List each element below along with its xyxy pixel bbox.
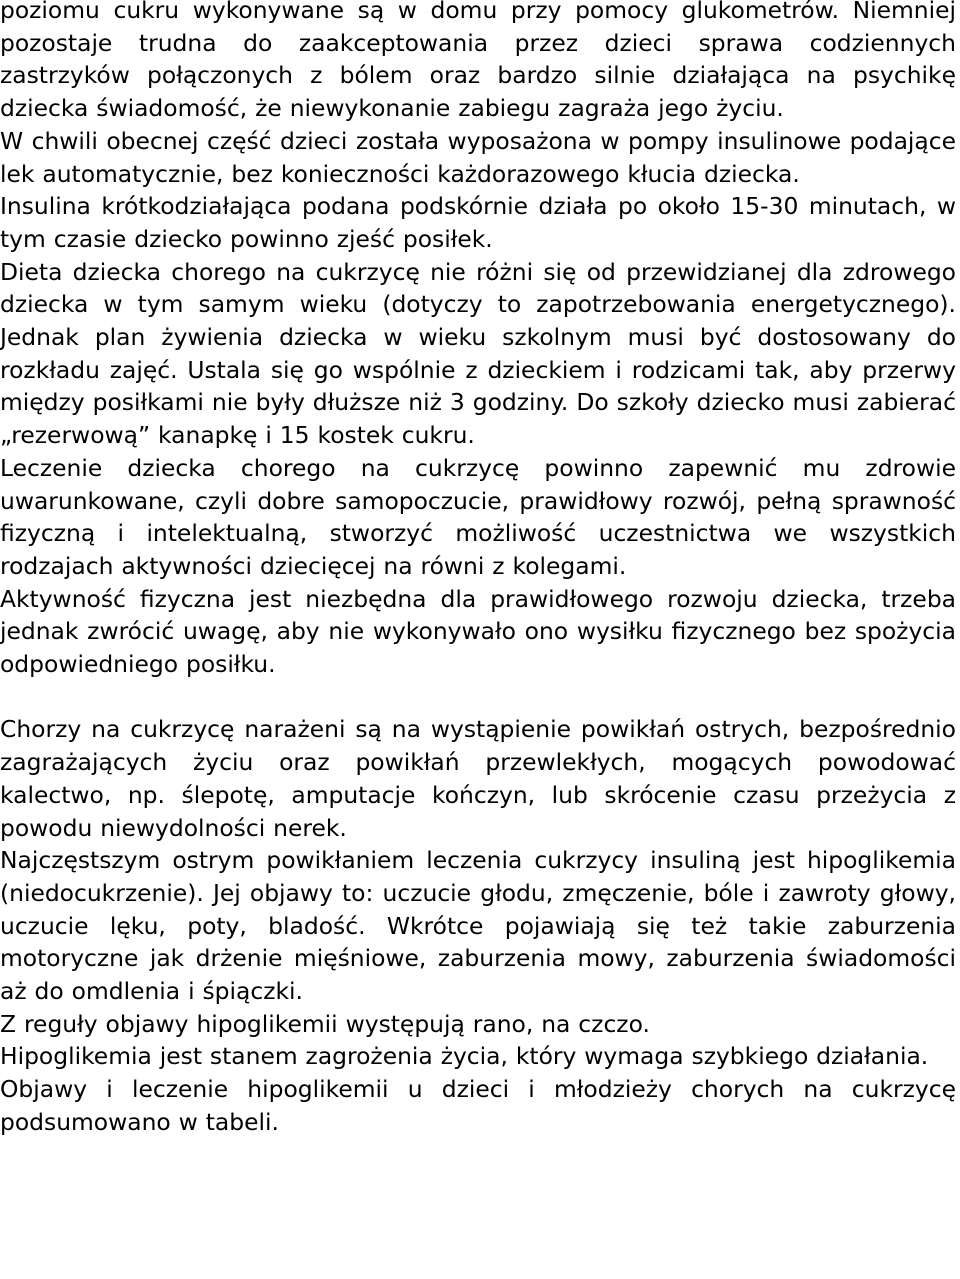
paragraph-treatment-goals: Leczenie dziecka chorego na cukrzycę powinno zapewnić mu zdrowie uwarunkowane, czyli dobre samopoczucie, prawidłowy rozwój, pełną sprawność fizyczną i intelektualną, stworzyć możliwość uczestnictwa we wszystkich rodzajach aktywności dziecięcej na równi z kolegami. (0, 453, 956, 580)
paragraph-hypoglycemia-symptoms: Najczęstszym ostrym powikłaniem leczenia cukrzycy insuliną jest hipoglikemia (niedocukrzenie). Jej objawy to: uczucie głodu, zmęczenie, bóle i zawroty głowy, uczucie lęku, poty, bladość. Wkrótce pojawiają się też takie zaburzenia motoryczne jak drżenie mięśniowe, zaburzenia mowy, zaburzenia świadomości aż do omdlenia i śpiączki. (0, 846, 956, 1006)
paragraph-glucometer: poziomu cukru wykonywane są w domu przy pomocy glukometrów. Niemniej pozostaje trudna do zaakceptowania przez dzieci sprawa codziennych zastrzyków połączonych z bólem oraz bardzo silnie działająca na psychikę dziecka świadomość, że niewykonanie zabiegu zagraża jego życiu. (0, 0, 956, 123)
paragraph-life-threat: Hipoglikemia jest stanem zagrożenia życia, który wymaga szybkiego działania. (0, 1042, 929, 1071)
paragraph-insulin-pumps: W chwili obecnej część dzieci została wyposażona w pompy insulinowe podające lek automatycznie, bez konieczności każdorazowego kłucia dziecka. (0, 126, 956, 188)
paragraph-physical-activity: Aktywność fizyczna jest niezbędna dla prawidłowego rozwoju dziecka, trzeba jednak zwrócić uwagę, aby nie wykonywało ono wysiłku fizycznego bez spożycia odpowiedniego posiłku. (0, 584, 956, 679)
paragraph-complications: Chorzy na cukrzycę narażeni są na wystąpienie powikłań ostrych, bezpośrednio zagrażających życiu oraz powikłań przewlekłych, mogących powodować kalectwo, np. ślepotę, amputacje kończyn, lub skrócenie czasu przeżycia z powodu niewydolności nerek. (0, 715, 956, 842)
paragraph-diet: Dieta dziecka chorego na cukrzycę nie różni się od przewidzianej dla zdrowego dziecka w tym samym wieku (dotyczy to zapotrzebowania energetycznego). Jednak plan żywienia dziecka w wieku szkolnym musi być dostosowany do rozkładu zajęć. Ustala się go wspólnie z dzieckiem i rodzicami tak, aby przerwy między posiłkami nie były dłuższe niż 3 godziny. Do szkoły dziecko musi zabierać „rezerwową” kanapkę i 15 kostek cukru. (0, 257, 956, 450)
paragraph-table-summary: Objawy i leczenie hipoglikemii u dzieci i młodzieży chorych na cukrzycę podsumowano w tabeli. (0, 1075, 956, 1136)
paragraph-morning-symptoms: Z reguły objawy hipoglikemii występują rano, na czczo. (0, 1009, 650, 1038)
paragraph-gap (0, 681, 956, 714)
paragraph-short-acting-insulin: Insulina krótkodziałająca podana podskórnie działa po około 15-30 minutach, w tym czasie dziecko powinno zjeść posiłek. (0, 192, 956, 253)
